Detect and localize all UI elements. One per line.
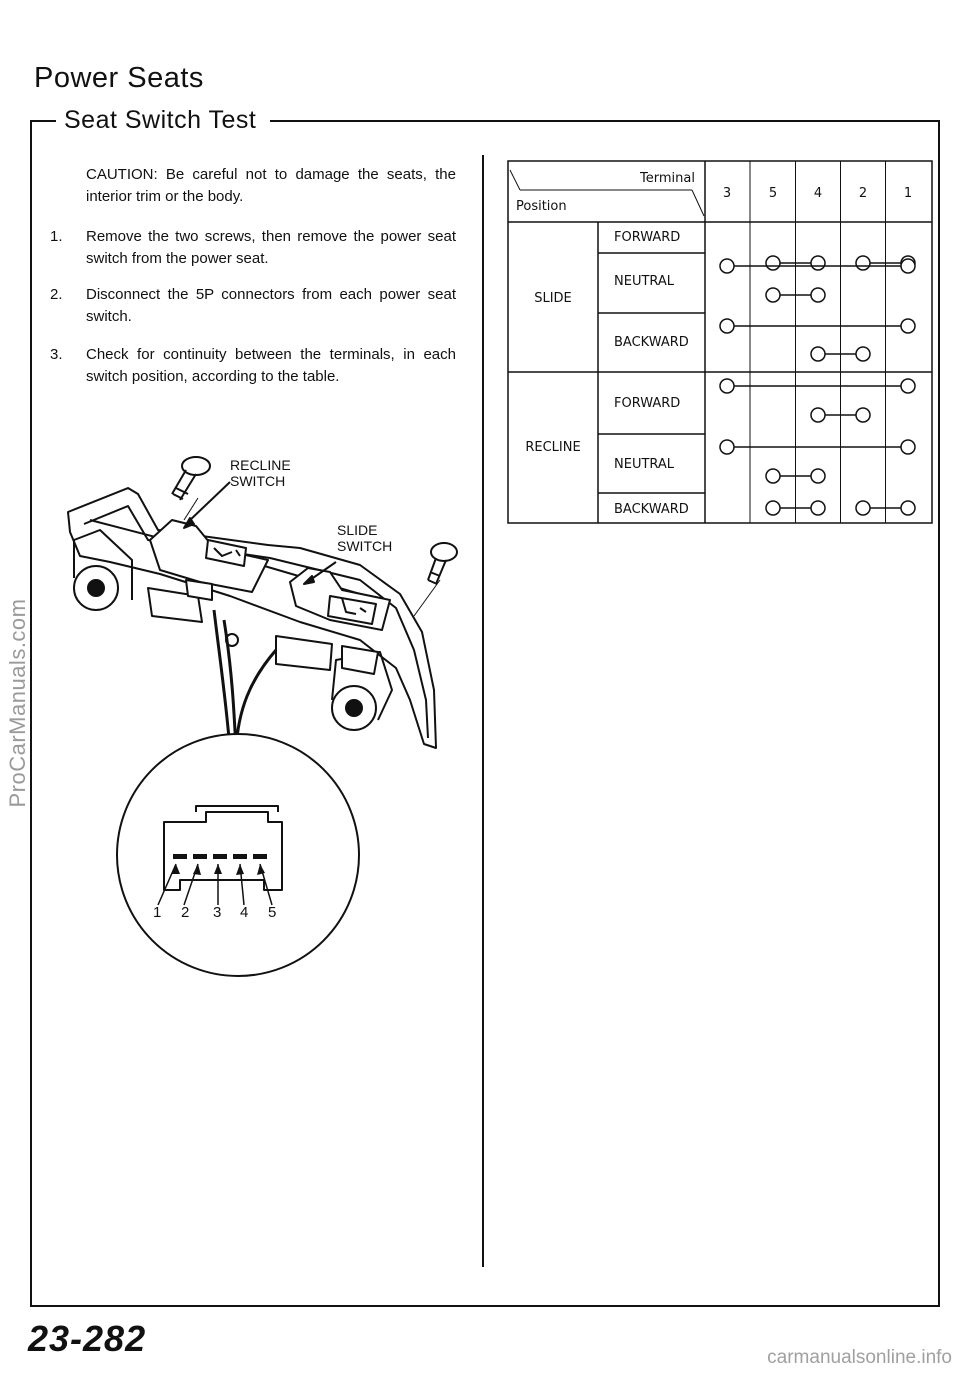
- pin-number: 5: [268, 904, 277, 921]
- terminal-node: [720, 259, 734, 273]
- terminal-node: [901, 379, 915, 393]
- callout-line: SWITCH: [230, 473, 286, 489]
- position-label: BACKWARD: [614, 335, 689, 350]
- terminal-label: 2: [858, 186, 868, 201]
- pin-number: 2: [181, 904, 190, 921]
- terminal-label: 1: [903, 186, 913, 201]
- position-label: FORWARD: [614, 230, 681, 245]
- terminal-node: [766, 469, 780, 483]
- terminal-node: [811, 256, 825, 270]
- step-number: 1.: [50, 228, 63, 245]
- position-label: NEUTRAL: [614, 274, 675, 289]
- callout-line: RECLINE: [230, 457, 291, 473]
- terminal-heading: Terminal: [640, 171, 695, 186]
- terminal-node: [720, 319, 734, 333]
- section-title: Seat Switch Test: [64, 106, 264, 135]
- terminal-node: [856, 347, 870, 361]
- watermark-bottom: carmanualsonline.info: [767, 1347, 952, 1368]
- group-label-recline: RECLINE: [525, 440, 581, 455]
- terminal-node: [811, 408, 825, 422]
- step-text: Remove the two screws, then remove the power seat switch from the power seat.: [86, 228, 456, 267]
- terminal-node: [811, 469, 825, 483]
- terminal-node: [766, 288, 780, 302]
- step-number: 3.: [50, 346, 63, 363]
- terminal-node: [720, 440, 734, 454]
- callout-line: SWITCH: [337, 538, 393, 554]
- terminal-label: 4: [813, 186, 823, 201]
- terminal-node: [811, 288, 825, 302]
- terminal-node: [901, 501, 915, 515]
- terminal-node: [766, 256, 780, 270]
- position-label: NEUTRAL: [614, 457, 675, 472]
- watermark-left: ProCarManuals.com: [5, 598, 30, 808]
- terminal-node: [720, 379, 734, 393]
- callout-line: SLIDE: [337, 522, 378, 538]
- terminal-node: [901, 319, 915, 333]
- pin-number: 3: [213, 904, 222, 921]
- terminal-node: [811, 501, 825, 515]
- pin-number: 1: [153, 904, 162, 921]
- terminal-node: [856, 256, 870, 270]
- terminal-label: 3: [722, 186, 732, 201]
- terminal-node: [811, 347, 825, 361]
- position-label: FORWARD: [614, 396, 681, 411]
- terminal-node: [901, 259, 915, 273]
- terminal-label: 5: [768, 186, 778, 201]
- position-heading: Position: [516, 199, 567, 214]
- group-label-slide: SLIDE: [534, 291, 572, 306]
- terminal-node: [766, 501, 780, 515]
- step-number: 2.: [50, 286, 63, 303]
- pin-number: 4: [240, 904, 249, 921]
- terminal-node: [856, 501, 870, 515]
- caution-note: CAUTION: Be careful not to damage the seats, the interior trim or the body.: [86, 166, 456, 205]
- position-label: BACKWARD: [614, 502, 689, 517]
- step-text: Check for continuity between the terminals, in each switch position, according to the table.: [86, 346, 456, 385]
- terminal-node: [901, 440, 915, 454]
- page-number: 23-282: [28, 1318, 147, 1359]
- step-text: Disconnect the 5P connectors from each power seat switch.: [86, 286, 456, 325]
- terminal-node: [856, 408, 870, 422]
- page-title: Power Seats: [34, 62, 204, 94]
